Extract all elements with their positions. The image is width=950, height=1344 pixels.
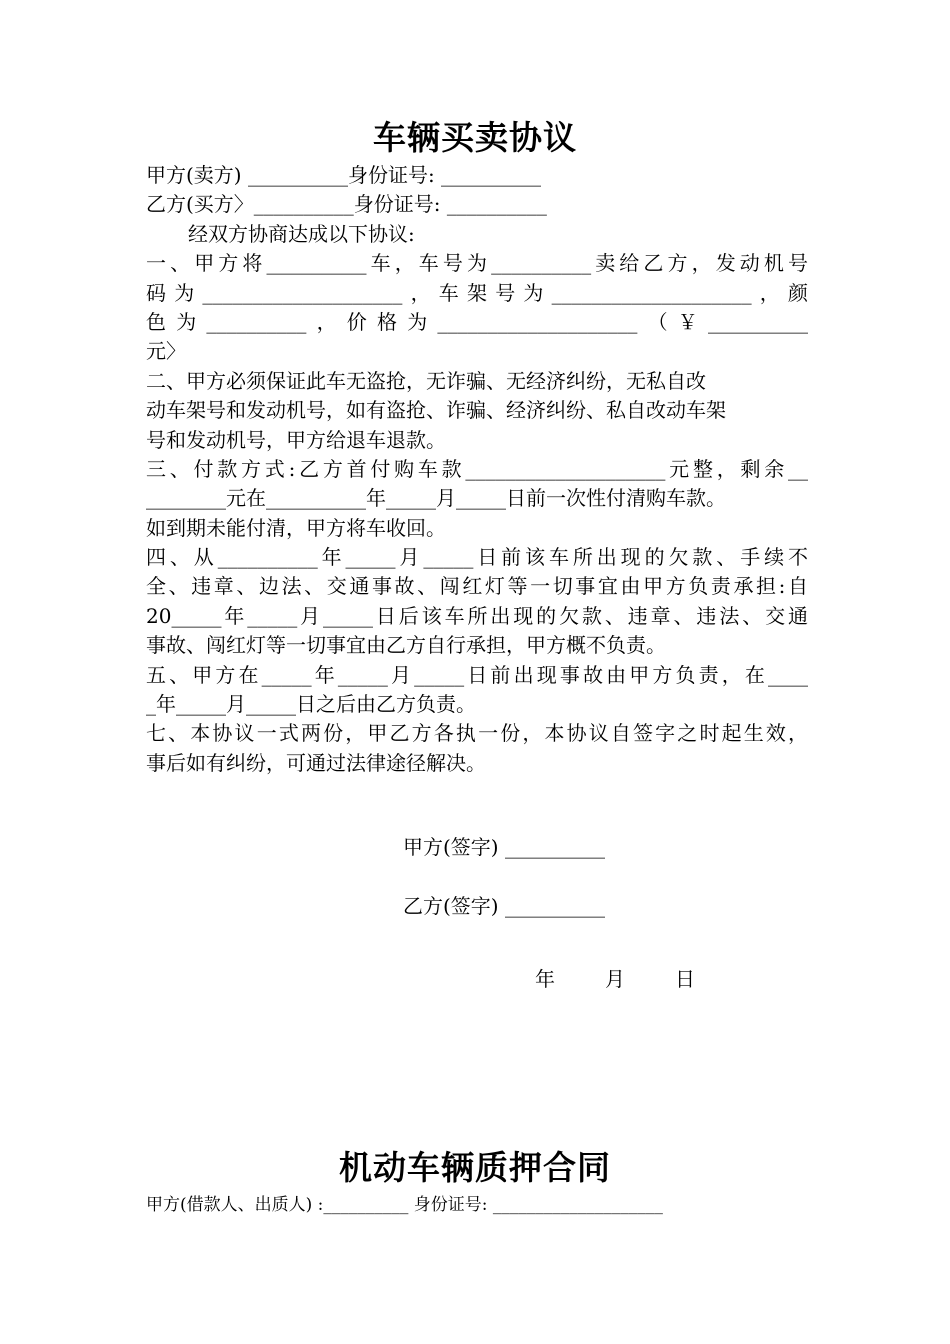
clause-3-line-1: 三、付款方式:乙方首付购车款____________________元整，剩余__ — [146, 456, 808, 481]
clause-2-line-1: 二、甲方必须保证此车无盗抢，无诈骗、无经济纠纷，无私自改 — [146, 368, 706, 393]
clause-1-line-2: 码为____________________，车架号为____________________，颜 — [146, 280, 808, 305]
clause-7-line-1: 七、本协议一式两份，甲乙方各执一份，本协议自签字之时起生效， — [146, 721, 808, 746]
clause-7-line-2: 事后如有纠纷，可通过法律途径解决。 — [146, 750, 486, 775]
clause-4-line-1: 四、从__________年_____月_____日前该车所出现的欠款、手续不 — [146, 545, 808, 570]
clause-3-line-3: 如到期未能付清，甲方将车收回。 — [146, 515, 446, 540]
party-b-signature: 乙方(签字) __________ — [403, 894, 605, 918]
clause-2-line-2: 动车架号和发动机号，如有盗抢、诈骗、经济纠纷、私自改动车架 — [146, 398, 726, 423]
second-contract-title: 机动车辆质押合同 — [339, 1148, 611, 1187]
clause-4-line-4: 事故、闯红灯等一切事宜由乙方自行承担，甲方概不负责。 — [146, 633, 666, 658]
second-contract-party-a-line: 甲方(借款人、出质人) :__________ 身份证号: ____________________ — [146, 1195, 663, 1215]
agreement-intro: 经双方协商达成以下协议: — [188, 221, 415, 246]
clause-2-line-3: 号和发动机号，甲方给退车退款。 — [146, 427, 446, 452]
contract-body — [146, 161, 808, 778]
signature-date — [535, 965, 695, 994]
clause-5-line-1: 五、甲方在_____年_____月_____日前出现事故由甲方负责，在____ — [146, 662, 808, 687]
party-a-line: 甲方(卖方) __________身份证号: __________ — [146, 163, 542, 187]
clause-4-line-3: 20_____年_____月_____日后该车所出现的欠款、违章、违法、交通 — [146, 603, 808, 628]
clause-5-line-2: _年_____月_____日之后由乙方负责。 — [146, 692, 476, 717]
clause-1-line-4: 元〉 — [146, 339, 186, 364]
party-b-line: 乙方(买方〉__________身份证号: __________ — [146, 192, 547, 217]
party-a-signature: 甲方(签字) __________ — [403, 835, 605, 859]
clause-3-line-2: ________元在__________年_____月_____日前一次性付清购车款。 — [146, 486, 726, 511]
clause-1-line-1: 一、甲方将__________车，车号为__________卖给乙方，发动机号 — [146, 251, 808, 276]
date-month: 月 — [605, 967, 625, 991]
contract-title: 车辆买卖协议 — [373, 118, 577, 157]
date-day: 日 — [675, 967, 695, 991]
date-year: 年 — [535, 967, 555, 991]
clause-1-line-3: 色为__________，价格为____________________（￥__________ — [146, 309, 808, 334]
clause-4-line-2: 全、违章、边法、交通事故、闯红灯等一切事宜由甲方负责承担:自 — [146, 574, 808, 599]
